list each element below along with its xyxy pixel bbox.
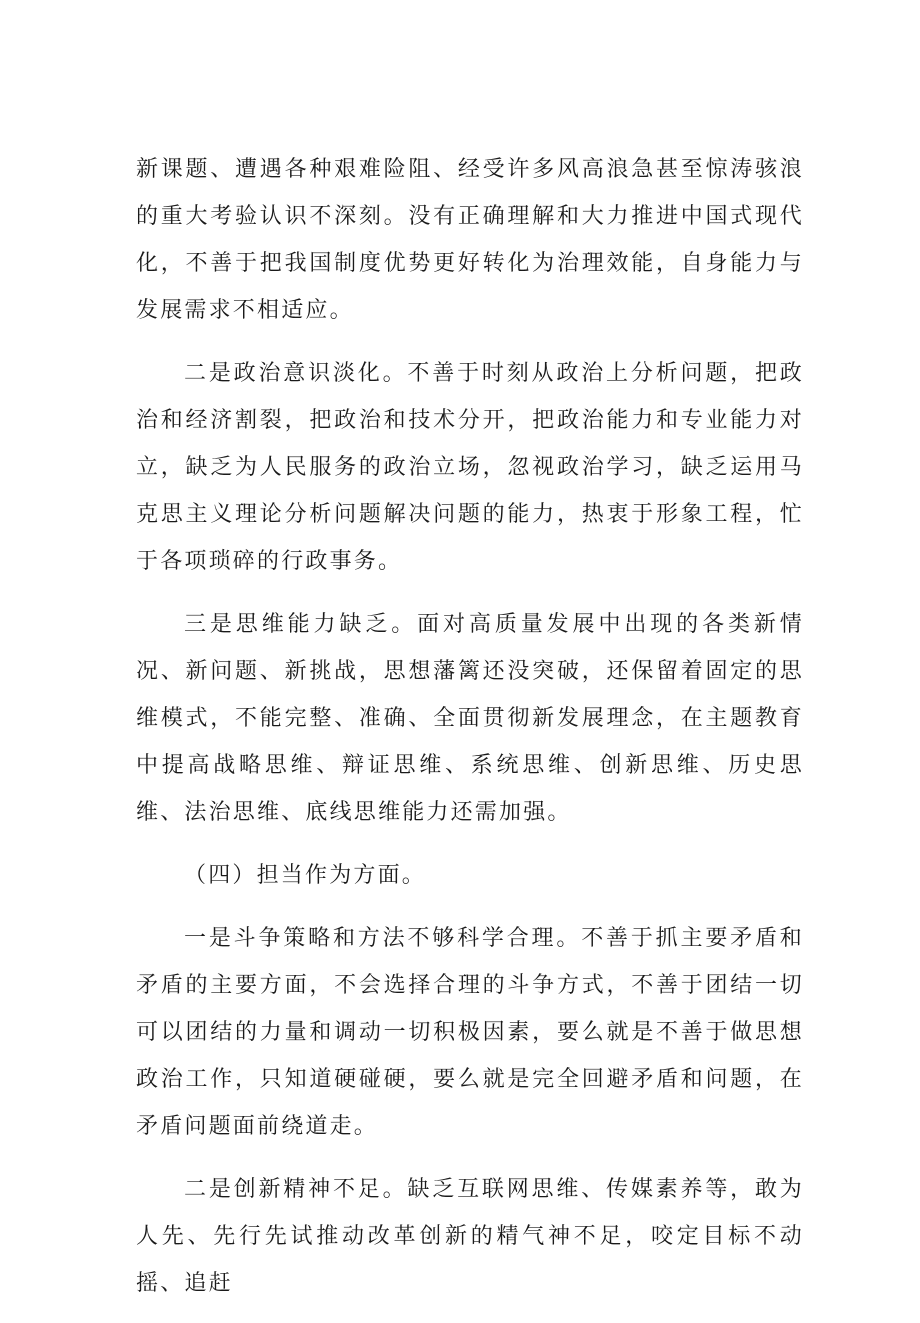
paragraph-political-awareness: 二是政治意识淡化。不善于时刻从政治上分析问题，把政治和经济割裂，把政治和技术分开，把政治能力和专业能力对立，缺乏为人民服务的政治立场，忽视政治学习，缺乏运用马克思主义理论分析问题解决问题的能力，热衷于形象工程，忙于各项琐碎的行政事务。 (136, 361, 804, 574)
paragraph-innovation-spirit: 二是创新精神不足。缺乏互联网思维、传媒素养等，敢为人先、先行先试推动改革创新的精气神不足，咬定目标不动摇、追赶 (136, 1177, 804, 1296)
document-body (136, 146, 804, 1323)
paragraph-continuation: 新课题、遭遇各种艰难险阻、经受许多风高浪急甚至惊涛骇浪的重大考验认识不深刻。没有正确理解和大力推进中国式现代化，不善于把我国制度优势更好转化为治理效能，自身能力与发展需求不相适应。 (136, 157, 804, 323)
paragraph-struggle-strategy: 一是斗争策略和方法不够科学合理。不善于抓主要矛盾和矛盾的主要方面，不会选择合理的斗争方式，不善于团结一切可以团结的力量和调动一切积极因素，要么就是不善于做思想政治工作，只知道硬碰硬，要么就是完全回避矛盾和问题，在矛盾问题面前绕道走。 (136, 926, 804, 1139)
paragraph-thinking-ability: 三是思维能力缺乏。面对高质量发展中出现的各类新情况、新问题、新挑战，思想藩篱还没突破，还保留着固定的思维模式，不能完整、准确、全面贯彻新发展理念，在主题教育中提高战略思维、辩证思维、系统思维、创新思维、历史思维、法治思维、底线思维能力还需加强。 (136, 612, 804, 825)
section-heading-responsibility: （四）担当作为方面。 (184, 863, 427, 888)
